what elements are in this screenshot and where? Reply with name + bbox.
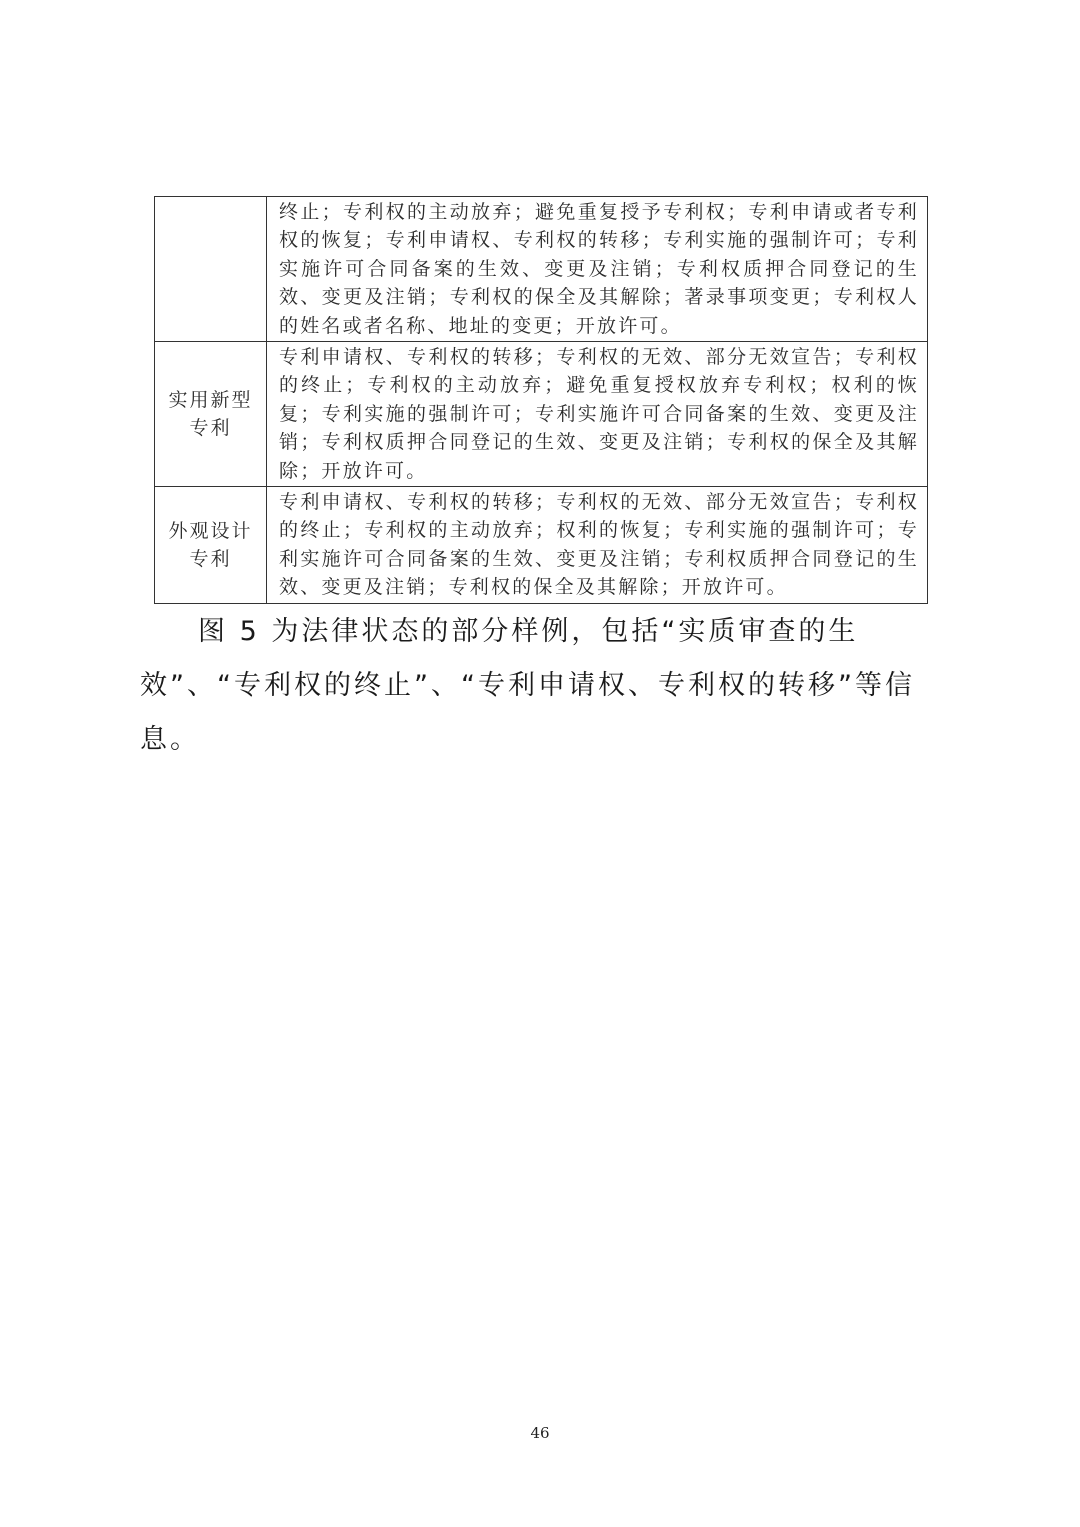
- patent-type-cell: [155, 487, 267, 604]
- patent-type-cell: [155, 197, 267, 342]
- legal-status-table: [154, 196, 928, 604]
- legal-status-cell: 专利申请权、专利权的转移；专利权的无效、部分无效宣告；专利权的终止；专利权的主动放弃；权利的恢复；专利实施的强制许可；专利实施许可合同备案的生效、变更及注销；专利权质押合同登记的生效、变更及注销；专利权的保全及其解除；开放许可。: [267, 487, 928, 604]
- legal-status-cell: 专利申请权、专利权的转移；专利权的无效、部分无效宣告；专利权的终止；专利权的主动放弃；避免重复授权放弃专利权；权利的恢复；专利实施的强制许可；专利实施许可合同备案的生效、变更及注销；专利权质押合同登记的生效、变更及注销；专利权的保全及其解除；开放许可。: [267, 342, 928, 487]
- table-row: [155, 197, 928, 342]
- page-number: 46: [530, 1424, 550, 1442]
- patent-type-label: 实用新型专利: [168, 389, 253, 440]
- figure-caption-paragraph: 图 5 为法律状态的部分样例，包括“实质审查的生效”、“专利权的终止”、“专利申请权、专利权的转移”等信息。: [140, 616, 915, 755]
- table-row: [155, 487, 928, 604]
- patent-type-cell: [155, 342, 267, 487]
- legal-status-cell: 终止；专利权的主动放弃；避免重复授予专利权；专利申请或者专利权的恢复；专利申请权、专利权的转移；专利实施的强制许可；专利实施许可合同备案的生效、变更及注销；专利权质押合同登记的生效、变更及注销；专利权的保全及其解除；著录事项变更；专利权人的姓名或者名称、地址的变更；开放许可。: [267, 197, 928, 342]
- patent-type-label: 外观设计专利: [168, 519, 253, 570]
- table-row: [155, 342, 928, 487]
